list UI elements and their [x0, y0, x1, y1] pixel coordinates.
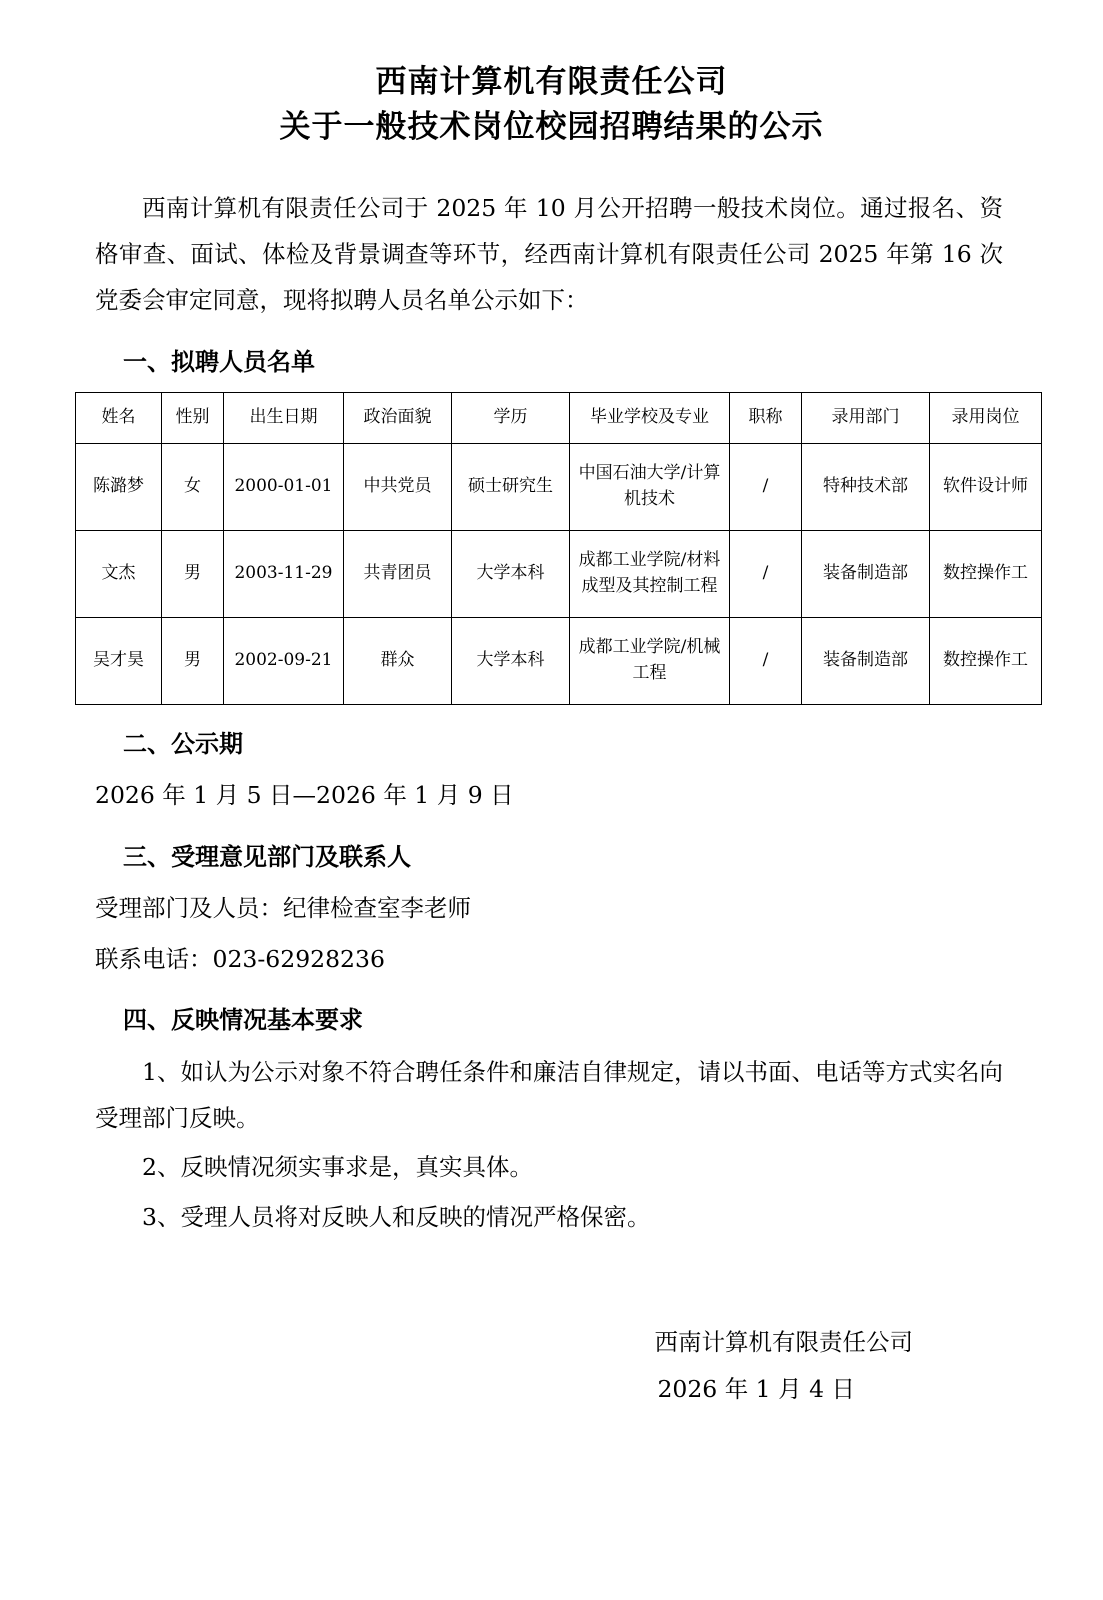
table-header-row	[76, 392, 1042, 443]
cell-position: 软件设计师	[930, 443, 1042, 530]
column-header-school: 毕业学校及专业	[570, 392, 730, 443]
cell-birth: 2000-01-01	[224, 443, 344, 530]
column-header-education: 学历	[452, 392, 570, 443]
cell-name: 吴才昊	[76, 617, 162, 704]
cell-protitle: /	[730, 443, 802, 530]
signature-organization: 西南计算机有限责任公司	[654, 1328, 913, 1357]
signature-block	[75, 1319, 1028, 1413]
cell-gender: 男	[162, 617, 224, 704]
cell-party: 共青团员	[344, 530, 452, 617]
cell-department: 装备制造部	[802, 617, 930, 704]
cell-protitle: /	[730, 530, 802, 617]
page-title	[75, 60, 1028, 150]
cell-school: 成都工业学院/机械工程	[570, 617, 730, 704]
section-1-heading: 一、拟聘人员名单	[123, 347, 315, 377]
cell-birth: 2003-11-29	[224, 530, 344, 617]
section-4-heading: 四、反映情况基本要求	[123, 1005, 363, 1035]
contact-phone-text: 联系电话：023-62928236	[95, 944, 385, 973]
table-row	[76, 530, 1042, 617]
cell-position: 数控操作工	[930, 530, 1042, 617]
cell-birth: 2002-09-21	[224, 617, 344, 704]
column-header-gender: 性别	[162, 392, 224, 443]
requirement-item-1: 1、如认为公示对象不符合聘任条件和廉洁自律规定，请以书面、电话等方式实名向受理部门反映。	[95, 1057, 1003, 1132]
column-header-name: 姓名	[76, 392, 162, 443]
requirement-item-3: 3、受理人员将对反映人和反映的情况严格保密。	[142, 1203, 651, 1232]
cell-education: 硕士研究生	[452, 443, 570, 530]
cell-school: 成都工业学院/材料成型及其控制工程	[570, 530, 730, 617]
column-header-department: 录用部门	[802, 392, 930, 443]
requirement-item-2: 2、反映情况须实事求是，真实具体。	[142, 1153, 533, 1182]
cell-protitle: /	[730, 617, 802, 704]
column-header-protitle: 职称	[730, 392, 802, 443]
intro-paragraph: 西南计算机有限责任公司于 2025 年 10 月公开招聘一般技术岗位。通过报名、资格审查、面试、体检及背景调查等环节，经西南计算机有限责任公司 2025 年第 16 次党委会审定同意，现将拟聘人员名单公示如下：	[95, 193, 1003, 314]
cell-name: 文杰	[76, 530, 162, 617]
cell-school: 中国石油大学/计算机技术	[570, 443, 730, 530]
section-3-heading: 三、受理意见部门及联系人	[123, 841, 411, 871]
column-header-party: 政治面貌	[344, 392, 452, 443]
cell-name: 陈潞梦	[76, 443, 162, 530]
cell-department: 特种技术部	[802, 443, 930, 530]
cell-position: 数控操作工	[930, 617, 1042, 704]
table-row	[76, 443, 1042, 530]
table-row	[76, 617, 1042, 704]
cell-gender: 男	[162, 530, 224, 617]
cell-party: 群众	[344, 617, 452, 704]
cell-department: 装备制造部	[802, 530, 930, 617]
publicity-period-text: 2026 年 1 月 5 日—2026 年 1 月 9 日	[95, 781, 514, 810]
contact-department-text: 受理部门及人员：纪律检查室李老师	[95, 894, 471, 923]
cell-education: 大学本科	[452, 617, 570, 704]
column-header-position: 录用岗位	[930, 392, 1042, 443]
cell-education: 大学本科	[452, 530, 570, 617]
section-2-heading: 二、公示期	[123, 728, 243, 758]
title-line-1: 西南计算机有限责任公司	[375, 64, 728, 100]
cell-party: 中共党员	[344, 443, 452, 530]
cell-gender: 女	[162, 443, 224, 530]
roster-table	[75, 392, 1042, 705]
title-line-2: 关于一般技术岗位校园招聘结果的公示	[279, 108, 824, 145]
column-header-birth: 出生日期	[224, 392, 344, 443]
signature-date: 2026 年 1 月 4 日	[657, 1375, 855, 1404]
